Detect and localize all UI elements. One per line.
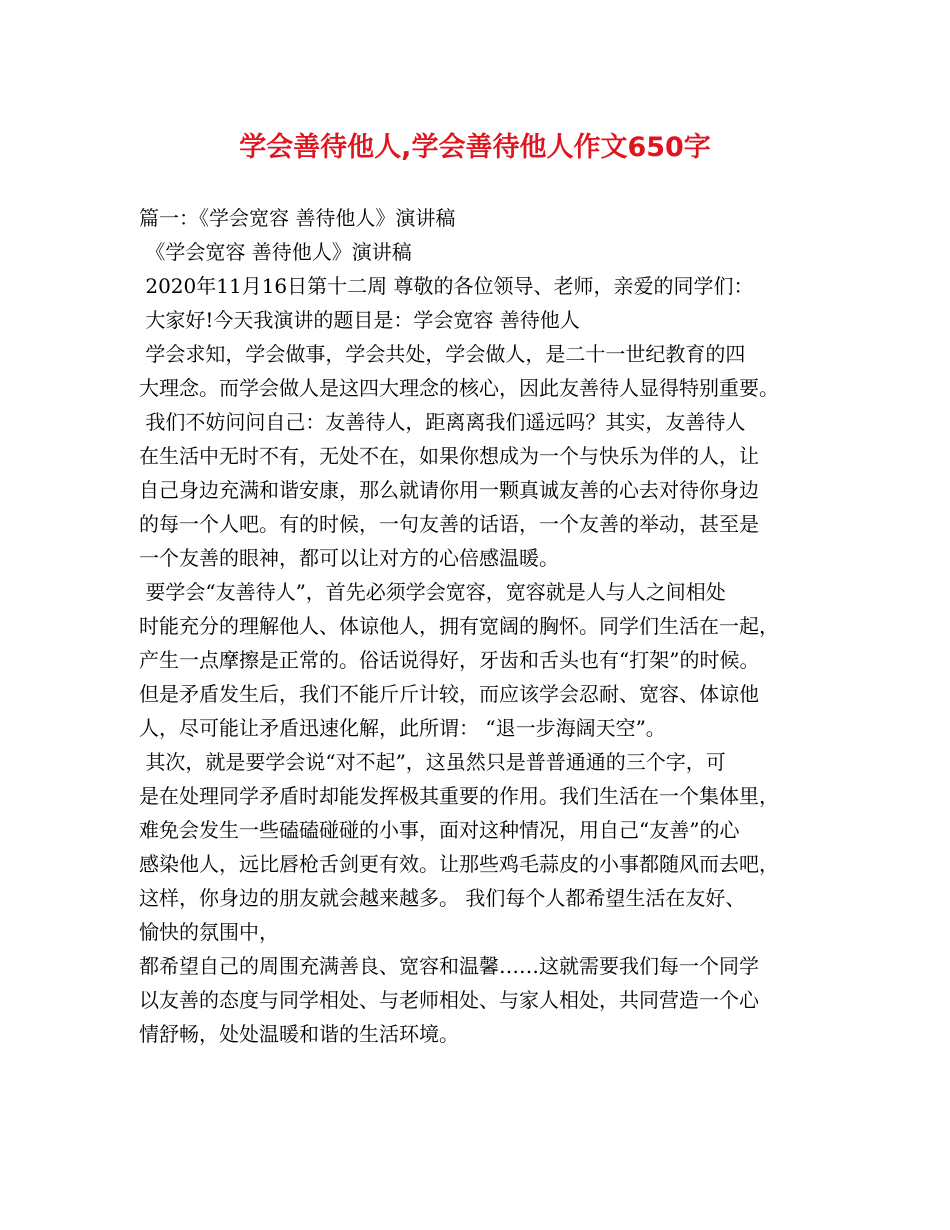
body-line: 但是矛盾发生后，我们不能斤斤计较，而应该学会忍耐、宽容、体谅他 bbox=[139, 682, 759, 706]
body-line: 一个友善的眼神，都可以让对方的心倍感温暖。 bbox=[139, 546, 559, 570]
body-line: 要学会“友善待人”，首先必须学会宽容，宽容就是人与人之间相处 bbox=[139, 580, 726, 604]
body-line: 篇一：《学会宽容 善待他人》演讲稿 bbox=[139, 206, 456, 230]
body-line: 2020年11月16日第十二周 尊敬的各位领导、老师，亲爱的同学们： bbox=[139, 274, 754, 298]
body-line: 其次，就是要学会说“对不起”，这虽然只是普普通通的三个字，可 bbox=[139, 750, 726, 774]
body-line: 难免会发生一些磕磕碰碰的小事，面对这种情况，用自己“友善”的心 bbox=[139, 818, 740, 842]
body-line: 学会求知，学会做事，学会共处，学会做人，是二十一世纪教育的四 bbox=[139, 342, 746, 366]
body-line: 的每一个人吧。有的时候，一句友善的话语，一个友善的举动，甚至是 bbox=[139, 512, 759, 536]
body-line: 这样，你身边的朋友就会越来越多。 我们每个人都希望生活在友好、 bbox=[139, 886, 746, 910]
body-line: 情舒畅，处处温暖和谐的生活环境。 bbox=[139, 1022, 459, 1046]
body-line: 在生活中无时不有，无处不在，如果你想成为一个与快乐为伴的人，让 bbox=[139, 444, 759, 468]
body-line: 以友善的态度与同学相处、与老师相处、与家人相处，共同营造一个心 bbox=[139, 988, 759, 1012]
body-line: 大理念。而学会做人是这四大理念的核心，因此友善待人显得特别重要。 bbox=[139, 376, 779, 400]
document-body bbox=[139, 201, 829, 1051]
body-line: 人，尽可能让矛盾迅速化解，此所谓： “退一步海阔天空”。 bbox=[139, 716, 666, 740]
body-line: 自己身边充满和谐安康，那么就请你用一颗真诚友善的心去对待你身边 bbox=[139, 478, 759, 502]
body-line: 是在处理同学矛盾时却能发挥极其重要的作用。我们生活在一个集体里， bbox=[139, 784, 779, 808]
body-line: 都希望自己的周围充满善良、宽容和温馨……这就需要我们每一个同学 bbox=[139, 954, 759, 978]
body-line: 愉快的氛围中， bbox=[139, 920, 279, 944]
body-line: 我们不妨问问自己：友善待人，距离离我们遥远吗？其实，友善待人 bbox=[139, 410, 746, 434]
document-title: 学会善待他人,学会善待他人作文650字 bbox=[239, 132, 711, 163]
body-line: 时能充分的理解他人、体谅他人，拥有宽阔的胸怀。同学们生活在一起， bbox=[139, 614, 779, 638]
body-line: 感染他人，远比唇枪舌剑更有效。让那些鸡毛蒜皮的小事都随风而去吧， bbox=[139, 852, 779, 876]
body-line: 产生一点摩擦是正常的。俗话说得好，牙齿和舌头也有“打架”的时候。 bbox=[139, 648, 760, 672]
body-line: 《学会宽容 善待他人》演讲稿 bbox=[139, 240, 412, 264]
body-line: 大家好!今天我演讲的题目是：学会宽容 善待他人 bbox=[139, 308, 580, 332]
